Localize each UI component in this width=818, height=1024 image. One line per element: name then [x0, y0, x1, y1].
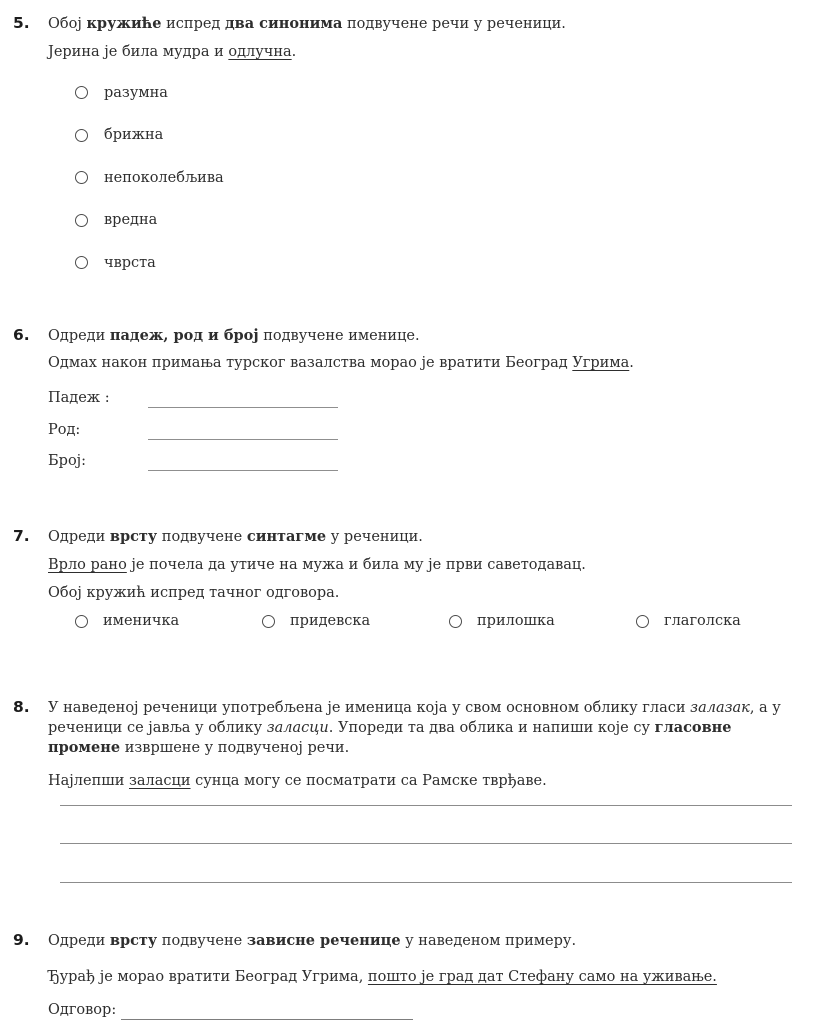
sentence-text: . [629, 355, 634, 371]
question-prompt [48, 698, 796, 758]
radio-icon[interactable] [75, 615, 88, 628]
underlined-word: одлучна [228, 44, 292, 60]
question-number: 9. [13, 931, 30, 949]
field-row [48, 451, 338, 471]
question-number: 6. [13, 326, 30, 344]
prompt-text: . Упореди та два облика и напиши које су [328, 720, 655, 736]
radio-icon[interactable] [75, 171, 88, 184]
prompt-text: Одреди [48, 328, 110, 344]
prompt-text: Обој [48, 16, 87, 32]
option-label: именичка [103, 613, 180, 629]
option-label: непоколебљива [104, 169, 224, 186]
instruction-text: Обој кружић испред тачног одговора. [48, 585, 340, 601]
sentence-text: Најлепши [48, 773, 129, 789]
underlined-clause: пошто је град дат Стефану само на уживање. [367, 969, 717, 985]
field-label: Род: [48, 421, 81, 438]
prompt-text: испред [161, 16, 225, 32]
option-label: брижна [104, 127, 164, 143]
sentence-text: Ђурађ је морао вратити Београд Угрима, [48, 969, 368, 985]
option-row[interactable] [75, 83, 224, 102]
example-sentence [48, 353, 634, 373]
option-row[interactable] [75, 611, 262, 631]
option-label: разумна [104, 84, 168, 101]
answer-blank-line[interactable] [60, 882, 792, 883]
field-label: Падеж : [48, 390, 110, 406]
answer-blank-line[interactable] [60, 843, 792, 844]
italic-term: заласци [266, 720, 329, 736]
option-label: чврста [104, 254, 156, 271]
prompt-text: , а у реченици се јавља у облику [48, 700, 781, 736]
prompt-text: подвучене [157, 529, 247, 545]
prompt-text: подвучене [157, 933, 247, 949]
radio-icon[interactable] [75, 86, 88, 99]
bold-term: кружиће [86, 15, 162, 32]
prompt-text: извршене у подвученој речи. [120, 740, 350, 756]
bold-term: врсту [109, 528, 158, 545]
prompt-text: подвучене речи у реченици. [342, 16, 566, 32]
option-row[interactable] [75, 253, 224, 272]
prompt-text: Одреди [48, 529, 110, 545]
option-label: прилошка [477, 613, 555, 629]
sentence-text: Јерина је била мудра и [48, 44, 229, 60]
question-prompt [48, 14, 566, 34]
field-label: Број: [48, 453, 87, 469]
prompt-text: подвучене именице. [258, 328, 420, 344]
bold-term: два синонима [224, 15, 343, 32]
bold-term: врсту [109, 932, 158, 949]
radio-icon[interactable] [75, 129, 88, 142]
answer-label: Одговор: [48, 1002, 117, 1018]
answer-blank-line[interactable] [60, 805, 792, 806]
prompt-text: У наведеној реченици употребљена је именица која у свом основном облику гласи [48, 700, 691, 716]
fill-line[interactable] [148, 423, 338, 440]
answer-row [48, 1000, 413, 1020]
answer-fill-line[interactable] [121, 1003, 413, 1020]
option-row[interactable] [262, 611, 449, 631]
question-prompt [48, 326, 420, 346]
fill-fields [48, 388, 338, 483]
underlined-word: Угрима [572, 355, 630, 371]
sentence-text: Одмах након примања турског вазалства морао је вратити Београд [48, 355, 573, 371]
prompt-text: у наведеном примеру. [400, 933, 577, 949]
radio-icon[interactable] [75, 214, 88, 227]
option-row[interactable] [75, 126, 224, 145]
option-label: вредна [104, 212, 158, 228]
bold-term: зависне реченице [246, 932, 401, 949]
sentence-text: . [291, 44, 297, 60]
sentence-text: је почела да утиче на мужа и била му је први саветодавац. [126, 557, 586, 573]
example-sentence [48, 555, 586, 575]
question-prompt [48, 527, 423, 547]
option-row[interactable] [75, 211, 224, 230]
bold-term: гласовне промене [48, 719, 732, 756]
option-row[interactable] [449, 611, 636, 631]
question-prompt [48, 931, 576, 951]
radio-icon[interactable] [449, 615, 462, 628]
prompt-text: у реченици. [326, 529, 423, 545]
bold-term: падеж, род и број [109, 327, 259, 344]
field-row [48, 420, 338, 440]
option-row[interactable] [636, 611, 818, 631]
field-row [48, 388, 338, 408]
radio-icon[interactable] [636, 615, 649, 628]
radio-icon[interactable] [75, 256, 88, 269]
italic-term: залазак [690, 700, 750, 716]
question-number: 8. [13, 698, 30, 716]
options-list [75, 83, 224, 296]
question-number: 7. [13, 527, 30, 545]
option-row[interactable] [75, 168, 224, 187]
option-label: придевска [290, 613, 371, 629]
radio-icon[interactable] [262, 615, 275, 628]
option-label: глаголска [664, 613, 741, 629]
example-sentence [48, 42, 296, 62]
example-sentence [48, 967, 717, 987]
options-row [75, 611, 818, 631]
underlined-word: Врло рано [48, 557, 127, 573]
question-number: 5. [13, 14, 30, 32]
fill-line[interactable] [148, 391, 338, 408]
sentence-text: сунца могу се посматрати са Рамске тврђаве. [190, 773, 547, 789]
example-sentence [48, 771, 547, 791]
fill-line[interactable] [148, 454, 338, 471]
underlined-word: заласци [129, 773, 191, 789]
bold-term: синтагме [246, 528, 327, 545]
prompt-text: Одреди [48, 933, 110, 949]
